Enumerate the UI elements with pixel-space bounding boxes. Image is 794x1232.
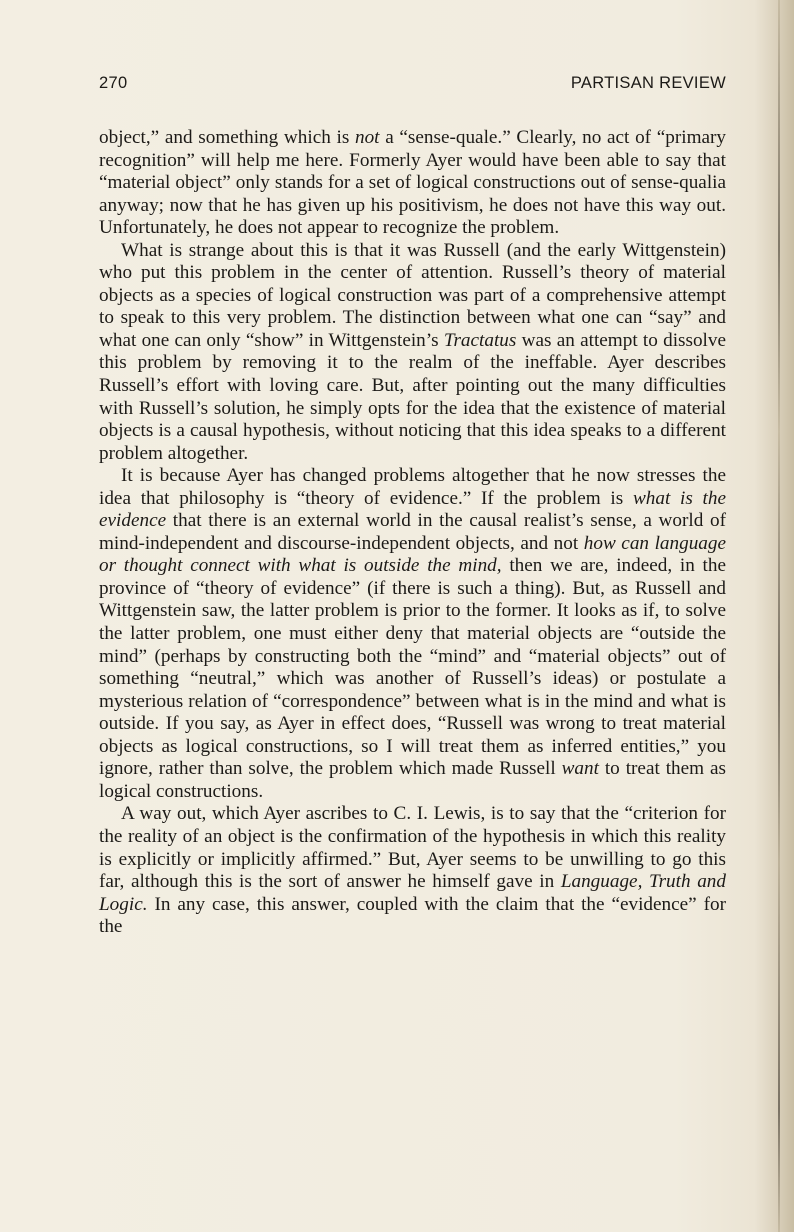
journal-title: PARTISAN REVIEW	[570, 74, 726, 92]
text-run: A way out, which Ayer ascribes to C. I. Lewis, is to say that the “criterion for the reality of an object is the confirmation of the hypothesis in which this reality is explicitly or implicitly affirmed.” But, Ayer seems to be unwilling to go this far, although this is the sort of answer he himself gave in	[99, 803, 726, 893]
paragraph-4	[99, 803, 726, 938]
text-run: that there is an external world in the causal realist’s sense, a world of mind-independent and discourse-independent objects, and not	[99, 510, 726, 554]
emphasis-run: Tractatus	[443, 329, 517, 351]
body-text	[99, 127, 726, 939]
emphasis-run: not	[354, 127, 380, 148]
paragraph-2	[99, 240, 726, 465]
text-run: to treat them as logical constructions.	[99, 758, 727, 802]
text-run: was an attempt to dissolve this problem by removing it to the realm of the ineffable. Ayer describes Russell’s effort with loving care. But, after pointing out the many difficulties with Russell’s solution, he simply opts for the idea that the existence of material objects is a causal hypothesis, without noticing that this idea speaks to a different problem altogether.	[99, 329, 727, 464]
emphasis-run: how can language or thought connect with what is outside the mind,	[99, 532, 726, 577]
paragraph-1	[99, 127, 726, 240]
text-run: It is because Ayer has changed problems altogether that he now stresses the idea that philosophy is “theory of evidence.” If the problem is	[99, 465, 726, 509]
text-run: a “sense-quale.” Clearly, no act of “primary recognition” will help me here. Formerly Ayer would have been able to say that “material object” only stands for a set of logical constructions out of sense-qualia anyway; now that he has given up his positivism, he does not have this way out. Unfortunately, he does not appear to recognize the problem.	[99, 127, 726, 239]
text-run: What is strange about this is that it was Russell (and the early Wittgenstein) who put this problem in the center of attention. Russell’s theory of material objects as a species of logical construction was part of a comprehensive attempt to speak to this very problem. The distinction between what one can “say” and what one can only “show” in Wittgenstein’s	[99, 239, 726, 351]
running-head	[99, 74, 726, 98]
emphasis-run: want	[561, 758, 599, 780]
emphasis-run: what is the evidence	[99, 487, 726, 532]
text-run: In any case, this answer, coupled with the claim that the “evidence” for the	[99, 893, 726, 938]
paragraph-3	[99, 465, 726, 803]
emphasis-run: Language, Truth and Logic.	[99, 871, 726, 915]
page-edge-shadow	[778, 0, 780, 1232]
page-number: 270	[99, 74, 128, 92]
text-run: object,” and something which is	[99, 127, 355, 148]
text-run: then we are, indeed, in the province of “theory of evidence” (if there is such a thing). But, as Russell and Wittgenstein saw, the latter problem is prior to the former. It looks as if, to solve the latter problem, one must either deny that material objects are “outside the mind” (perhaps by constructing both the “mind” and “material objects” out of something “neutral,” which was another of Russell’s ideas) or postulate a mysterious relation of “correspondence” between what is in the mind and what is outside. If you say, as Ayer in effect does, “Russell was wrong to treat material objects as logical constructions, so I will treat them as inferred entities,” you ignore, rather than solve, the problem which made Russell	[99, 555, 726, 780]
